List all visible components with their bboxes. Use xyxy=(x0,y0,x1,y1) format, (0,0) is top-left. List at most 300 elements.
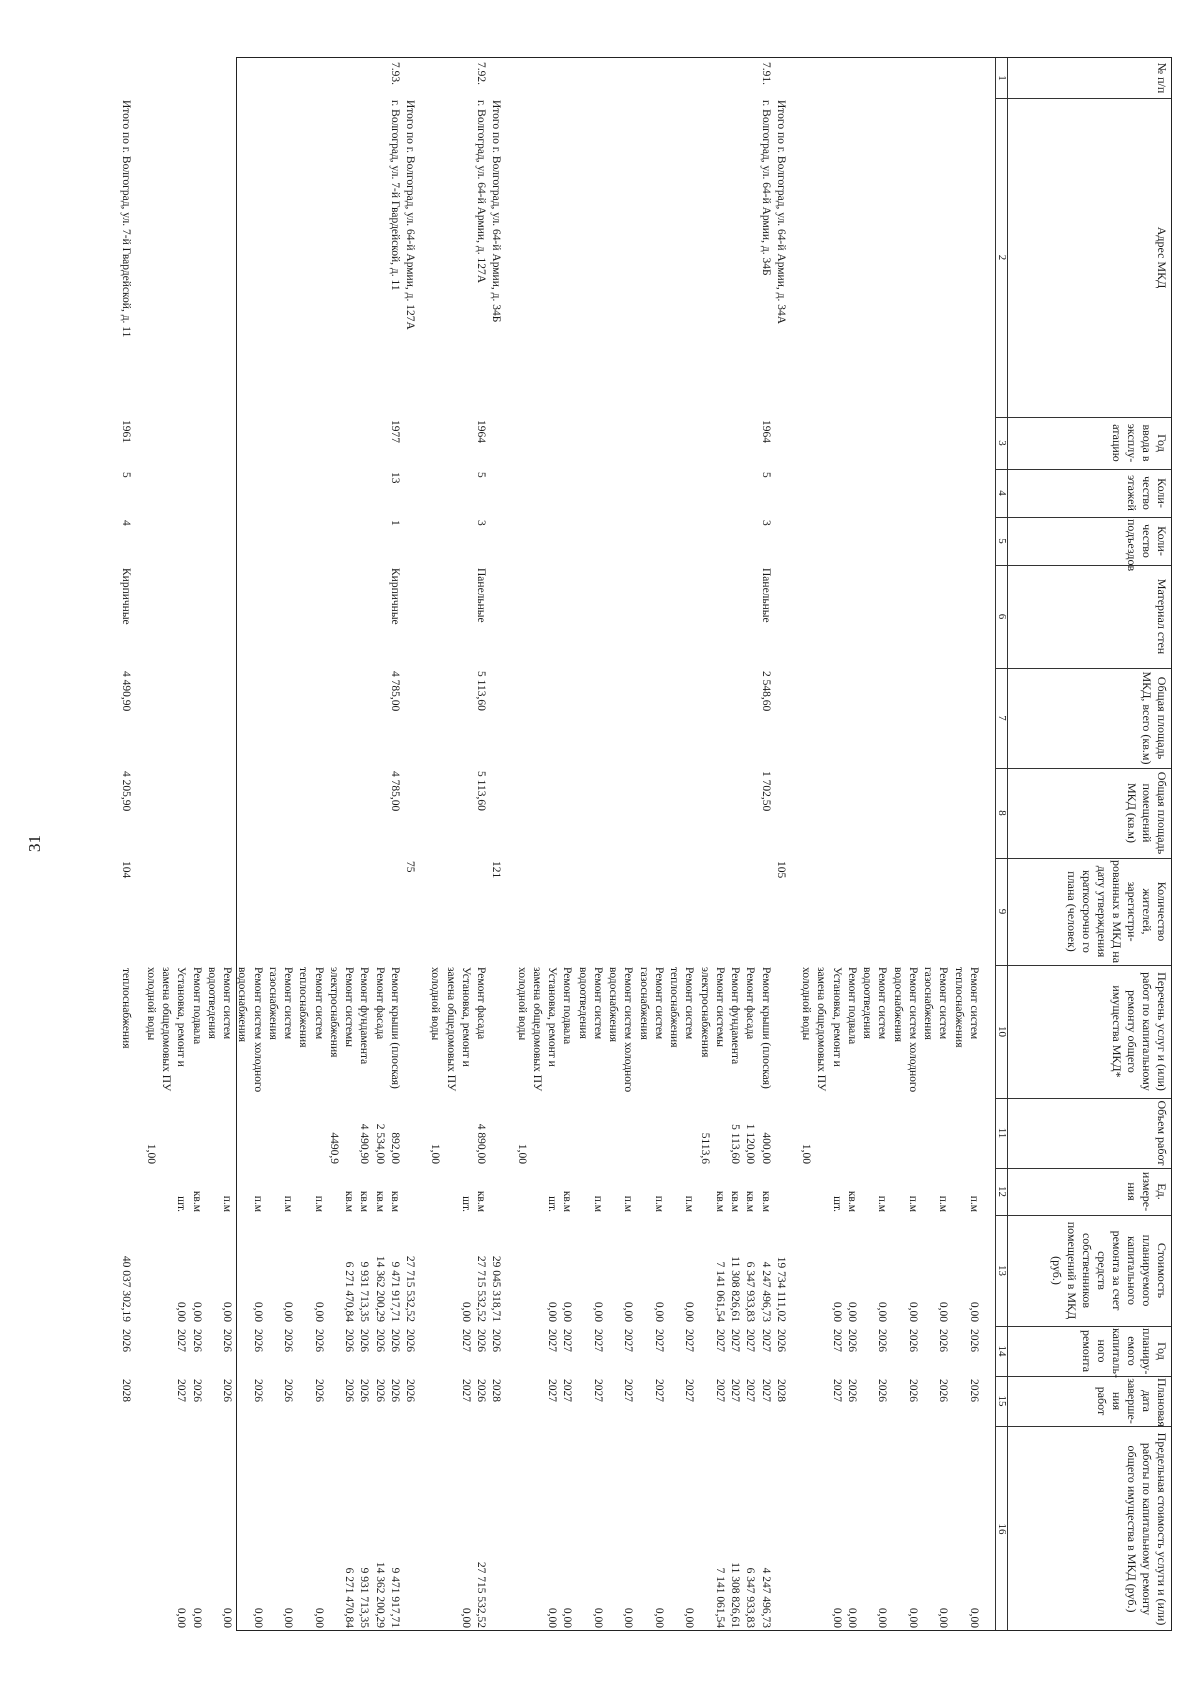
work-item: замена общедомовых ПУ xyxy=(815,967,828,1092)
total-year: 2026 xyxy=(404,1329,417,1352)
column-header: Объем работ xyxy=(1155,1100,1169,1166)
work-item: Ремонт подвала xyxy=(561,967,574,1045)
unit: кв.м xyxy=(714,1190,726,1212)
column-divider xyxy=(996,417,1171,418)
column-number: 14 xyxy=(996,1345,1008,1357)
column-number: 9 xyxy=(996,908,1008,915)
row-number: 7.92. xyxy=(475,62,488,85)
plan-year: 2027 xyxy=(729,1329,742,1352)
wall-material: Панельные xyxy=(475,568,488,623)
total-label: Итого по г. Волгоград, ул. 7-й Гвардейской, д. 11 xyxy=(119,100,132,338)
limit-cost: 0,00 xyxy=(312,1607,325,1628)
plan-year: 2026 xyxy=(846,1329,858,1352)
work-item: газоснабжения xyxy=(922,967,935,1040)
column-number: 4 xyxy=(996,490,1008,496)
limit-cost: 0,00 xyxy=(846,1607,858,1628)
area-total: 4 785,00 xyxy=(389,671,401,712)
plan-year: 2026 xyxy=(389,1329,401,1352)
work-item: Ремонт систем холодного xyxy=(622,967,635,1093)
end-date: 2027 xyxy=(759,1379,772,1402)
total-label: Итого по г. Волгоград, ул. 64-й Армии, д. 34А xyxy=(775,100,787,325)
work-item: электроснабжения xyxy=(328,967,340,1058)
column-divider xyxy=(996,1326,1171,1327)
cost: 0,00 xyxy=(937,1301,950,1322)
plan-year: 2026 xyxy=(358,1329,371,1352)
work-item: Установка, ремонт и xyxy=(546,967,559,1067)
plan-year: 2026 xyxy=(343,1329,356,1352)
plan-year: 2027 xyxy=(622,1329,635,1352)
limit-cost: 14 362 200,29 xyxy=(373,1561,386,1628)
work-volume: 4 490,90 xyxy=(358,1123,371,1164)
column-divider xyxy=(996,858,1171,859)
unit: кв.м xyxy=(389,1190,401,1212)
cost: 0,00 xyxy=(190,1301,203,1322)
wall-material: Кирпичные xyxy=(389,568,401,625)
work-item: водоснабжения xyxy=(607,967,620,1043)
end-date: 2026 xyxy=(251,1379,264,1402)
column-number: 15 xyxy=(996,1395,1008,1407)
work-item: Ремонт системы xyxy=(343,967,356,1047)
work-item: водоотведения xyxy=(576,967,589,1039)
plan-year: 2027 xyxy=(683,1329,696,1352)
plan-year: 2027 xyxy=(759,1329,772,1352)
column-number: 7 xyxy=(996,715,1008,721)
area-rooms: 5 113,60 xyxy=(475,771,488,811)
end-date: 2027 xyxy=(683,1379,696,1402)
work-item: Установка, ремонт и xyxy=(175,967,188,1067)
limit-cost: 11 308 826,61 xyxy=(729,1562,742,1628)
plan-year: 2027 xyxy=(460,1329,472,1352)
limit-cost: 0,00 xyxy=(653,1607,665,1628)
year-built: 1964 xyxy=(759,420,772,443)
work-item: водоотведения xyxy=(206,967,218,1039)
limit-cost: 0,00 xyxy=(830,1607,843,1628)
plan-year: 2026 xyxy=(251,1329,264,1352)
limit-cost: 0,00 xyxy=(683,1607,696,1628)
area-rooms: 1 702,50 xyxy=(759,771,772,812)
column-number: 11 xyxy=(996,1127,1008,1139)
cost: 4 247 496,73 xyxy=(759,1261,772,1322)
work-item: Ремонт фасада xyxy=(373,967,386,1040)
end-date: 2026 xyxy=(221,1379,234,1402)
column-header: Год планиру-емого капиталь-ного ремонта xyxy=(1080,1328,1169,1378)
plan-year: 2027 xyxy=(546,1329,559,1352)
unit: шт. xyxy=(830,1196,843,1212)
limit-cost: 0,00 xyxy=(190,1607,203,1628)
work-item: Ремонт подвала xyxy=(190,967,203,1045)
work-item: Ремонт систем xyxy=(937,967,950,1040)
total-work: теплоснабжения xyxy=(119,968,132,1049)
column-divider xyxy=(996,98,1171,99)
total-area-total: 4 490,90 xyxy=(119,671,132,712)
column-divider xyxy=(996,517,1171,518)
limit-cost: 0,00 xyxy=(876,1607,889,1628)
limit-cost: 9 931 713,35 xyxy=(358,1567,371,1628)
work-item: Ремонт систем холодного xyxy=(907,967,919,1093)
total-walls: Кирпичные xyxy=(119,568,132,625)
end-date: 2026 xyxy=(876,1379,889,1402)
work-volume: 5 113,60 xyxy=(729,1124,742,1164)
page-number: 31 xyxy=(25,835,44,852)
unit: п.м xyxy=(312,1195,325,1212)
work-volume: 1,00 xyxy=(429,1143,442,1164)
total-label: Итого по г. Волгоград, ул. 64-й Армии, д. 34Б xyxy=(490,100,503,323)
end-date: 2027 xyxy=(546,1379,559,1402)
total-residents: 75 xyxy=(404,861,417,873)
work-item: Ремонт систем xyxy=(653,967,665,1040)
limit-cost: 9 471 917,71 xyxy=(389,1567,401,1628)
limit-cost: 7 141 061,54 xyxy=(714,1567,726,1628)
column-number: 6 xyxy=(996,613,1008,620)
plan-year: 2026 xyxy=(876,1329,889,1352)
wall-material: Панельные xyxy=(759,568,772,623)
cost: 0,00 xyxy=(282,1301,295,1322)
work-item: холодной воды xyxy=(800,967,813,1041)
address: г. Волгоград, ул. 64-й Армии, д. 34Б xyxy=(759,100,772,276)
column-header: Предельная стоимость услуги и (или) работы по капитальному ремонту общего имущества в МКД (руб.) xyxy=(1125,1432,1169,1626)
work-item: Ремонт систем xyxy=(312,967,325,1040)
column-number: 5 xyxy=(996,538,1008,544)
table-frame xyxy=(119,57,1172,1631)
total-residents: 121 xyxy=(490,861,503,879)
work-item: холодной воды xyxy=(515,967,528,1041)
total-year: 2026 xyxy=(775,1329,787,1352)
work-item: газоснабжения xyxy=(637,967,650,1040)
plan-year: 2026 xyxy=(373,1329,386,1352)
plan-year: 2027 xyxy=(830,1329,843,1352)
unit: п.м xyxy=(683,1195,696,1212)
cost: 9 471 917,71 xyxy=(389,1261,401,1322)
plan-year: 2026 xyxy=(907,1329,919,1352)
end-date: 2027 xyxy=(592,1379,604,1402)
plan-year: 2026 xyxy=(190,1329,203,1352)
column-number: 3 xyxy=(996,440,1008,446)
unit: кв.м xyxy=(373,1190,386,1212)
total-end-date: 2028 xyxy=(119,1379,132,1402)
column-header: Стоимость планируемого капитального ремонта за счет средств собственников помещений в МКД (руб.) xyxy=(1050,1221,1169,1320)
work-volume: 1,00 xyxy=(145,1143,157,1164)
total-entrances: 4 xyxy=(119,520,132,526)
limit-cost: 4 247 496,73 xyxy=(759,1567,772,1628)
row-number: 7.91. xyxy=(759,62,772,85)
work-volume: 1 120,00 xyxy=(744,1123,757,1164)
floors: 5 xyxy=(475,472,488,478)
column-number: 2 xyxy=(996,254,1008,261)
plan-year: 2027 xyxy=(714,1329,726,1352)
year-built: 1977 xyxy=(389,420,401,443)
limit-cost: 0,00 xyxy=(175,1607,188,1628)
plan-year: 2026 xyxy=(968,1329,980,1352)
end-date: 2027 xyxy=(653,1379,665,1402)
limit-cost: 0,00 xyxy=(907,1607,919,1628)
cost: 7 141 061,54 xyxy=(714,1261,726,1322)
cost: 0,00 xyxy=(622,1301,635,1322)
area-total: 5 113,60 xyxy=(475,671,488,711)
unit: кв.м xyxy=(561,1190,574,1212)
end-date: 2026 xyxy=(937,1379,950,1402)
unit: п.м xyxy=(221,1195,234,1212)
plan-year: 2026 xyxy=(282,1329,295,1352)
column-header: Общая площадь МКД, всего (кв.м) xyxy=(1140,671,1169,765)
work-volume: 4490,9 xyxy=(328,1132,340,1164)
cost: 27 715 532,52 xyxy=(475,1255,488,1322)
work-item: Ремонт крыши (плоская) xyxy=(759,967,772,1089)
total-end-date: 2028 xyxy=(775,1379,787,1402)
end-date: 2027 xyxy=(561,1379,574,1402)
limit-cost: 0,00 xyxy=(968,1607,980,1628)
column-divider xyxy=(996,1376,1171,1377)
work-item: водоотведения xyxy=(861,967,874,1039)
work-item: замена общедомовых ПУ xyxy=(444,967,457,1092)
area-total: 2 548,60 xyxy=(759,671,772,712)
work-item: Ремонт систем xyxy=(968,967,980,1040)
work-item: Ремонт систем xyxy=(876,967,889,1040)
total-cost: 27 715 532,52 xyxy=(404,1255,417,1322)
end-date: 2026 xyxy=(475,1379,488,1402)
end-date: 2026 xyxy=(907,1379,919,1402)
cost: 0,00 xyxy=(460,1301,472,1322)
cost: 0,00 xyxy=(876,1301,889,1322)
end-date: 2027 xyxy=(175,1379,188,1402)
unit: шт. xyxy=(175,1196,188,1212)
column-header: Плановая дата заверше-ния работ xyxy=(1095,1378,1169,1427)
work-volume: 400,00 xyxy=(759,1132,772,1164)
cost: 0,00 xyxy=(907,1301,919,1322)
cost: 6 271 470,84 xyxy=(343,1261,356,1322)
cost: 11 308 826,61 xyxy=(729,1256,742,1322)
end-date: 2026 xyxy=(358,1379,371,1402)
address: г. Волгоград, ул. 64-й Армии, д. 127А xyxy=(475,100,488,283)
total-year: 2026 xyxy=(119,1329,132,1352)
total-label: Итого по г. Волгоград, ул. 64-й Армии, д. 127А xyxy=(404,100,417,330)
row-number: 7.93. xyxy=(389,62,401,85)
floors: 5 xyxy=(759,472,772,478)
column-header: Материал стен xyxy=(1155,578,1169,655)
plan-year: 2026 xyxy=(221,1329,234,1352)
work-item: холодной воды xyxy=(429,967,442,1041)
total-residents: 105 xyxy=(775,861,787,879)
end-date: 2027 xyxy=(830,1379,843,1402)
floors: 13 xyxy=(389,472,401,484)
total-area-rooms: 4 205,90 xyxy=(119,771,132,812)
work-item: Ремонт систем xyxy=(221,967,234,1040)
unit: п.м xyxy=(251,1195,264,1212)
column-divider xyxy=(996,565,1171,566)
cost: 14 362 200,29 xyxy=(373,1255,386,1322)
column-header: Год ввода в эксплу-атацию xyxy=(1110,423,1169,463)
plan-year: 2027 xyxy=(561,1329,574,1352)
work-item: водоснабжения xyxy=(891,967,904,1043)
column-divider xyxy=(996,469,1171,470)
unit: кв.м xyxy=(343,1190,356,1212)
column-number: 16 xyxy=(996,1523,1008,1535)
column-header: № п/п xyxy=(1155,62,1169,94)
end-date: 2026 xyxy=(343,1379,356,1402)
total-end-date: 2026 xyxy=(404,1379,417,1402)
area-rooms: 4 785,00 xyxy=(389,771,401,812)
unit: шт. xyxy=(460,1196,472,1212)
work-item: Ремонт систем холодного xyxy=(251,967,264,1093)
work-item: Ремонт системы xyxy=(714,967,726,1047)
limit-cost: 0,00 xyxy=(251,1607,264,1628)
end-date: 2026 xyxy=(190,1379,203,1402)
end-date: 2026 xyxy=(389,1379,401,1402)
unit: кв.м xyxy=(759,1190,772,1212)
work-item: водоснабжения xyxy=(236,967,249,1043)
work-item: Ремонт фасада xyxy=(744,967,757,1040)
end-date: 2026 xyxy=(282,1379,295,1402)
work-item: Ремонт систем xyxy=(683,967,696,1040)
column-header: Адрес МКД xyxy=(1155,226,1169,289)
work-item: Ремонт подвала xyxy=(846,967,858,1045)
limit-cost: 6 271 470,84 xyxy=(343,1567,356,1628)
column-number: 10 xyxy=(996,1026,1008,1037)
cost: 0,00 xyxy=(221,1301,234,1322)
column-divider xyxy=(996,1215,1171,1216)
column-divider xyxy=(996,668,1171,669)
end-date: 2026 xyxy=(312,1379,325,1402)
year-built: 1964 xyxy=(475,420,488,443)
cost: 0,00 xyxy=(592,1301,604,1322)
work-volume: 1,00 xyxy=(515,1143,528,1164)
work-item: Ремонт систем xyxy=(282,967,295,1040)
unit: кв.м xyxy=(358,1190,371,1212)
plan-year: 2026 xyxy=(937,1329,950,1352)
total-cost: 29 045 318,71 xyxy=(490,1255,503,1322)
work-item: Ремонт фундамента xyxy=(729,967,742,1065)
work-item: теплоснабжения xyxy=(952,967,965,1048)
work-item: Ремонт фасада xyxy=(475,967,488,1040)
unit: п.м xyxy=(282,1195,295,1212)
work-item: Установка, ремонт и xyxy=(830,967,843,1067)
column-header: Коли-чество этажей xyxy=(1125,475,1169,511)
column-header: Коли-чество подъездов xyxy=(1125,519,1169,572)
column-header: Ед. измере-ния xyxy=(1125,1171,1169,1212)
limit-cost: 0,00 xyxy=(460,1607,472,1628)
unit: кв.м xyxy=(729,1190,742,1212)
column-divider xyxy=(996,768,1171,769)
cost: 9 931 713,35 xyxy=(358,1261,371,1322)
column-number: 12 xyxy=(996,1186,1008,1197)
end-date: 2027 xyxy=(714,1379,726,1402)
plan-year: 2026 xyxy=(312,1329,325,1352)
end-date: 2027 xyxy=(744,1379,757,1402)
unit: шт. xyxy=(546,1196,559,1212)
work-item: замена общедомовых ПУ xyxy=(160,967,173,1092)
column-divider xyxy=(996,965,1171,966)
rotated-table-sheet xyxy=(119,47,1187,1647)
cost: 0,00 xyxy=(546,1301,559,1322)
limit-cost: 0,00 xyxy=(622,1607,635,1628)
entrances: 3 xyxy=(759,520,772,526)
cost: 0,00 xyxy=(251,1301,264,1322)
total-cost: 19 734 111,02 xyxy=(775,1256,787,1322)
limit-cost: 6 347 933,83 xyxy=(744,1567,757,1628)
work-item: Ремонт фундамента xyxy=(358,967,371,1065)
unit: п.м xyxy=(592,1195,604,1212)
unit: кв.м xyxy=(744,1190,757,1212)
total-floors: 5 xyxy=(119,472,132,478)
column-number: 1 xyxy=(996,75,1008,81)
end-date: 2026 xyxy=(968,1379,980,1402)
work-item: теплоснабжения xyxy=(668,967,681,1048)
work-item: Установка, ремонт и xyxy=(460,967,472,1067)
column-header: Количество жителей, зарегистри-рованных в МКД на дату утверждения краткосрочно го плана (человек) xyxy=(1065,860,1169,964)
work-item: Ремонт крыши (плоская) xyxy=(389,967,401,1089)
unit: кв.м xyxy=(475,1190,488,1212)
plan-year: 2027 xyxy=(653,1329,665,1352)
work-volume: 892,00 xyxy=(389,1132,401,1164)
column-header: Общая площадь помещений МКД (кв.м) xyxy=(1125,771,1169,855)
unit: п.м xyxy=(876,1195,889,1212)
cost: 0,00 xyxy=(653,1301,665,1322)
cost: 0,00 xyxy=(846,1301,858,1322)
column-divider xyxy=(996,1168,1171,1169)
unit: п.м xyxy=(907,1195,919,1212)
unit: кв.м xyxy=(846,1190,858,1212)
end-date: 2026 xyxy=(846,1379,858,1402)
cost: 0,00 xyxy=(175,1301,188,1322)
end-date: 2026 xyxy=(373,1379,386,1402)
end-date: 2027 xyxy=(622,1379,635,1402)
total-residents: 104 xyxy=(119,861,132,879)
limit-cost: 0,00 xyxy=(561,1607,574,1628)
unit: п.м xyxy=(937,1195,950,1212)
work-item: электроснабжения xyxy=(698,967,711,1058)
cost: 0,00 xyxy=(561,1301,574,1322)
limit-cost: 0,00 xyxy=(592,1607,604,1628)
end-date: 2027 xyxy=(460,1379,472,1402)
cost: 0,00 xyxy=(312,1301,325,1322)
unit: п.м xyxy=(622,1195,635,1212)
column-header: Перечень услуг и (или) работ по капитальному ремонту общего имущества МКД* xyxy=(1110,972,1169,1091)
total-cost: 40 037 302,19 xyxy=(119,1255,132,1322)
column-divider xyxy=(996,1098,1171,1099)
entrances: 1 xyxy=(389,520,401,526)
cost: 6 347 933,83 xyxy=(744,1261,757,1322)
work-volume: 5113,6 xyxy=(698,1132,711,1164)
total-year: 2026 xyxy=(490,1329,503,1352)
work-item: Ремонт систем xyxy=(592,967,604,1040)
cost: 0,00 xyxy=(968,1301,980,1322)
address: г. Волгоград, ул. 7-й Гвардейской, д. 11 xyxy=(389,100,401,291)
limit-cost: 0,00 xyxy=(282,1607,295,1628)
plan-year: 2026 xyxy=(475,1329,488,1352)
plan-year: 2027 xyxy=(175,1329,188,1352)
work-item: замена общедомовых ПУ xyxy=(531,967,543,1092)
work-item: теплоснабжения xyxy=(297,967,310,1048)
work-volume: 1,00 xyxy=(800,1143,813,1164)
unit: п.м xyxy=(968,1195,980,1212)
cost: 0,00 xyxy=(683,1301,696,1322)
unit: п.м xyxy=(653,1195,665,1212)
limit-cost: 0,00 xyxy=(937,1607,950,1628)
total-end-date: 2028 xyxy=(490,1379,503,1402)
plan-year: 2027 xyxy=(592,1329,604,1352)
work-volume: 2 534,00 xyxy=(373,1123,386,1164)
column-number: 13 xyxy=(996,1265,1008,1276)
column-divider xyxy=(996,1426,1171,1427)
unit: кв.м xyxy=(190,1190,203,1212)
entrances: 3 xyxy=(475,520,488,526)
work-volume: 4 890,00 xyxy=(475,1123,488,1164)
limit-cost: 0,00 xyxy=(221,1607,234,1628)
limit-cost: 0,00 xyxy=(546,1607,559,1628)
plan-year: 2027 xyxy=(744,1329,757,1352)
work-item: газоснабжения xyxy=(267,967,279,1040)
limit-cost: 27 715 532,52 xyxy=(475,1561,488,1628)
end-date: 2027 xyxy=(729,1379,742,1402)
